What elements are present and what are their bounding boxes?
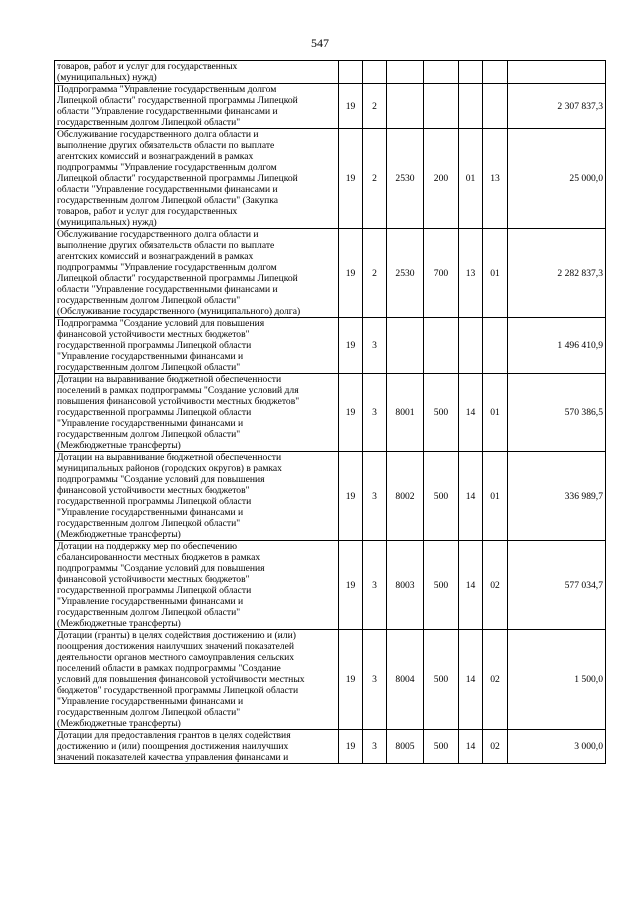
description-line: выполнение других обязательств области по выплате — [57, 140, 275, 151]
description-cell — [55, 229, 339, 318]
amount-cell: 1 500,0 — [508, 630, 606, 730]
description-line: государственным долгом Липецкой области" — [57, 518, 241, 529]
description-line: подпрограммы "Управление государственным долгом — [57, 162, 277, 173]
description-line: выполнение других обязательств области по выплате — [57, 240, 275, 251]
table-row — [55, 229, 606, 318]
description-line: государственным долгом Липецкой области" — [57, 362, 241, 373]
description-cell — [55, 452, 339, 541]
description-line: финансовой устойчивости местных бюджетов" — [57, 329, 250, 340]
program-code-cell: 19 — [339, 374, 363, 452]
section-cell: 14 — [459, 452, 483, 541]
target-article-cell: 2530 — [387, 129, 424, 229]
subsection-cell: 02 — [483, 730, 508, 764]
description-line: Подпрограмма "Создание условий для повышения — [57, 318, 265, 329]
subprogram-code-cell: 3 — [363, 630, 387, 730]
subsection-cell: 02 — [483, 541, 508, 630]
description-line: государственным долгом Липецкой области" (Закупка — [57, 195, 279, 206]
program-code-cell: 19 — [339, 318, 363, 374]
page-number: 547 — [311, 36, 329, 50]
table-row — [55, 541, 606, 630]
description-line: области "Управление государственными финансами и — [57, 284, 278, 295]
section-cell: 14 — [459, 630, 483, 730]
description-line: государственной программы Липецкой области — [57, 585, 252, 596]
section-cell: 14 — [459, 730, 483, 764]
subprogram-code-cell: 3 — [363, 374, 387, 452]
program-code-cell: 19 — [339, 229, 363, 318]
description-line: Дотации для предоставления грантов в целях содействия — [57, 730, 291, 741]
description-cell — [55, 374, 339, 452]
section-cell — [459, 318, 483, 374]
table-row — [55, 129, 606, 229]
description-line: (Межбюджетные трансферты) — [57, 529, 181, 540]
subsection-cell — [483, 318, 508, 374]
subprogram-code-cell: 2 — [363, 84, 387, 129]
section-cell: 01 — [459, 129, 483, 229]
description-cell — [55, 541, 339, 630]
description-line: значений показателей качества управления финансами и — [57, 752, 289, 763]
description-line: государственным долгом Липецкой области" — [57, 707, 241, 718]
expense-type-cell: 500 — [424, 730, 459, 764]
program-code-cell — [339, 61, 363, 84]
amount-cell: 2 282 837,3 — [508, 229, 606, 318]
amount-cell: 2 307 837,3 — [508, 84, 606, 129]
description-line: поселений области в рамках подпрограммы "Создание — [57, 663, 281, 674]
amount-cell: 1 496 410,9 — [508, 318, 606, 374]
program-code-cell: 19 — [339, 630, 363, 730]
target-article-cell: 8005 — [387, 730, 424, 764]
description-line: государственной программы Липецкой области — [57, 496, 252, 507]
description-line: государственным долгом Липецкой области" — [57, 607, 241, 618]
section-cell: 14 — [459, 374, 483, 452]
description-line: бюджетов" государственной программы Липецкой области — [57, 685, 299, 696]
description-line: "Управление государственными финансами и — [57, 507, 244, 518]
subsection-cell: 01 — [483, 452, 508, 541]
description-line: подпрограммы "Управление государственным долгом — [57, 262, 277, 273]
table-row — [55, 630, 606, 730]
subprogram-code-cell: 2 — [363, 229, 387, 318]
description-line: деятельности органов местного самоуправления сельских — [57, 652, 295, 663]
table-row — [55, 730, 606, 764]
program-code-cell: 19 — [339, 129, 363, 229]
subsection-cell — [483, 61, 508, 84]
description-line: подпрограммы "Создание условий для повышения — [57, 474, 265, 485]
section-cell — [459, 84, 483, 129]
description-line: (муниципальных) нужд) — [57, 72, 157, 83]
description-cell — [55, 630, 339, 730]
description-line: сбалансированности местных бюджетов в рамках — [57, 552, 261, 563]
subprogram-code-cell: 2 — [363, 129, 387, 229]
description-line: области "Управление государственными финансами и — [57, 184, 278, 195]
description-line: муниципальных районов (городских округов) в рамках — [57, 463, 282, 474]
amount-cell: 3 000,0 — [508, 730, 606, 764]
description-line: (Межбюджетные трансферты) — [57, 718, 181, 729]
description-line: (муниципальных) нужд) — [57, 217, 157, 228]
description-line: (Межбюджетные трансферты) — [57, 618, 181, 629]
subsection-cell: 02 — [483, 630, 508, 730]
description-line: достижению и (или) поощрения достижения наилучших — [57, 741, 289, 752]
expense-type-cell: 500 — [424, 452, 459, 541]
amount-cell — [508, 61, 606, 84]
expense-type-cell — [424, 61, 459, 84]
description-cell — [55, 730, 339, 764]
target-article-cell: 8001 — [387, 374, 424, 452]
description-cell — [55, 61, 339, 84]
expense-type-cell — [424, 318, 459, 374]
target-article-cell — [387, 84, 424, 129]
description-line: Липецкой области" государственной программы Липецкой — [57, 273, 298, 284]
description-line: (Межбюджетные трансферты) — [57, 440, 181, 451]
subsection-cell: 13 — [483, 129, 508, 229]
section-cell: 13 — [459, 229, 483, 318]
amount-cell: 577 034,7 — [508, 541, 606, 630]
target-article-cell: 8002 — [387, 452, 424, 541]
description-line: товаров, работ и услуг для государственных — [57, 61, 238, 72]
description-line: Дотации на поддержку мер по обеспечению — [57, 541, 238, 552]
expense-type-cell: 700 — [424, 229, 459, 318]
expense-type-cell: 500 — [424, 374, 459, 452]
description-line: государственным долгом Липецкой области" — [57, 295, 241, 306]
amount-cell: 336 989,7 — [508, 452, 606, 541]
description-line: агентских комиссий и вознаграждений в рамках — [57, 251, 254, 262]
description-line: государственным долгом Липецкой области" — [57, 117, 241, 128]
expense-type-cell: 500 — [424, 630, 459, 730]
description-line: повышения финансовой устойчивости местных бюджетов" — [57, 396, 300, 407]
description-line: области "Управление государственными финансами и — [57, 106, 278, 117]
program-code-cell: 19 — [339, 452, 363, 541]
description-cell — [55, 84, 339, 129]
description-line: товаров, работ и услуг для государственных — [57, 206, 238, 217]
description-line: поощрения достижения наилучших значений показателей — [57, 641, 295, 652]
subsection-cell — [483, 84, 508, 129]
budget-table — [54, 60, 606, 764]
program-code-cell: 19 — [339, 541, 363, 630]
description-line: "Управление государственными финансами и — [57, 351, 244, 362]
program-code-cell: 19 — [339, 730, 363, 764]
description-line: "Управление государственными финансами и — [57, 596, 244, 607]
table-row — [55, 84, 606, 129]
expense-type-cell — [424, 84, 459, 129]
description-line: финансовой устойчивости местных бюджетов" — [57, 574, 250, 585]
description-line: государственной программы Липецкой области — [57, 407, 252, 418]
description-line: Дотации на выравнивание бюджетной обеспеченности — [57, 452, 282, 463]
table-row — [55, 61, 606, 84]
expense-type-cell: 500 — [424, 541, 459, 630]
subsection-cell: 01 — [483, 229, 508, 318]
description-line: Дотации на выравнивание бюджетной обеспеченности — [57, 374, 282, 385]
table-row — [55, 452, 606, 541]
subprogram-code-cell: 3 — [363, 541, 387, 630]
description-line: Подпрограмма "Управление государственным долгом — [57, 84, 277, 95]
description-line: подпрограммы "Создание условий для повышения — [57, 563, 265, 574]
target-article-cell — [387, 61, 424, 84]
description-cell — [55, 129, 339, 229]
description-line: (Обслуживание государственного (муниципального) долга) — [57, 306, 301, 317]
description-line: Обслуживание государственного долга области и — [57, 129, 259, 140]
table-row — [55, 318, 606, 374]
description-line: Дотации (гранты) в целях содействия достижению и (или) — [57, 630, 296, 641]
amount-cell: 25 000,0 — [508, 129, 606, 229]
target-article-cell — [387, 318, 424, 374]
description-line: финансовой устойчивости местных бюджетов" — [57, 485, 250, 496]
description-line: агентских комиссий и вознаграждений в рамках — [57, 151, 254, 162]
description-line: поселений в рамках подпрограммы "Создание условий для — [57, 385, 299, 396]
target-article-cell: 2530 — [387, 229, 424, 318]
subprogram-code-cell: 3 — [363, 318, 387, 374]
section-cell — [459, 61, 483, 84]
subprogram-code-cell: 3 — [363, 452, 387, 541]
subprogram-code-cell: 3 — [363, 730, 387, 764]
subsection-cell: 01 — [483, 374, 508, 452]
target-article-cell: 8003 — [387, 541, 424, 630]
description-line: "Управление государственными финансами и — [57, 418, 244, 429]
description-line: Липецкой области" государственной программы Липецкой — [57, 173, 298, 184]
description-line: государственным долгом Липецкой области" — [57, 429, 241, 440]
description-line: условий для повышения финансовой устойчивости местных — [57, 674, 305, 685]
amount-cell: 570 386,5 — [508, 374, 606, 452]
subprogram-code-cell — [363, 61, 387, 84]
description-line: "Управление государственными финансами и — [57, 696, 244, 707]
program-code-cell: 19 — [339, 84, 363, 129]
section-cell: 14 — [459, 541, 483, 630]
table-row — [55, 374, 606, 452]
description-line: Липецкой области" государственной программы Липецкой — [57, 95, 298, 106]
description-line: Обслуживание государственного долга области и — [57, 229, 259, 240]
description-line: государственной программы Липецкой области — [57, 340, 252, 351]
description-cell — [55, 318, 339, 374]
expense-type-cell: 200 — [424, 129, 459, 229]
target-article-cell: 8004 — [387, 630, 424, 730]
